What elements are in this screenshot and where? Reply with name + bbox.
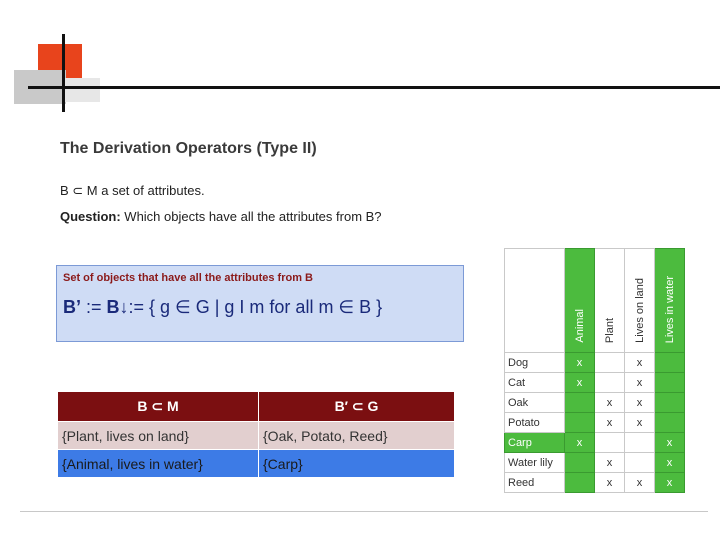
decor-horizontal-line bbox=[28, 86, 720, 89]
incidence-cell: x bbox=[595, 413, 625, 433]
slide-title: The Derivation Operators (Type II) bbox=[60, 140, 317, 157]
operators-table bbox=[57, 391, 455, 478]
incidence-cell bbox=[565, 473, 595, 493]
incidence-cell: x bbox=[565, 353, 595, 373]
bottom-divider bbox=[20, 511, 708, 512]
incidence-cell: x bbox=[625, 393, 655, 413]
attribute-label: Plant bbox=[603, 317, 616, 343]
table-cell: {Plant, lives on land} bbox=[58, 422, 259, 450]
incidence-cell bbox=[595, 353, 625, 373]
context-row-reed bbox=[505, 473, 685, 493]
question-line bbox=[60, 209, 382, 224]
question-label: Question: bbox=[60, 209, 121, 224]
operators-header-row bbox=[58, 392, 455, 422]
formula-rhs: := { g ∈ G | g I m for all m ∈ B } bbox=[128, 297, 383, 317]
definition-box bbox=[56, 265, 464, 342]
attribute-label: Lives in water bbox=[663, 275, 676, 343]
formula-lhs: B’ bbox=[63, 297, 81, 317]
attribute-label: Lives on land bbox=[633, 278, 646, 343]
incidence-cell bbox=[565, 453, 595, 473]
operators-header-attributes: B ⊂ M bbox=[58, 392, 259, 422]
incidence-cell: x bbox=[565, 433, 595, 453]
object-name: Cat bbox=[505, 373, 565, 393]
incidence-cell: x bbox=[625, 473, 655, 493]
context-header-row bbox=[505, 249, 685, 353]
context-row-water-lily bbox=[505, 453, 685, 473]
object-name: Oak bbox=[505, 393, 565, 413]
table-cell: {Animal, lives in water} bbox=[58, 450, 259, 478]
context-row-potato bbox=[505, 413, 685, 433]
incidence-cell bbox=[625, 433, 655, 453]
attribute-header-lives-in-water bbox=[655, 249, 685, 353]
incidence-cell: x bbox=[595, 393, 625, 413]
table-cell: {Oak, Potato, Reed} bbox=[259, 422, 455, 450]
incidence-cell: x bbox=[625, 413, 655, 433]
object-name: Water lily bbox=[505, 453, 565, 473]
context-corner-cell bbox=[505, 249, 565, 353]
definition-formula bbox=[63, 297, 382, 318]
object-name: Carp bbox=[505, 433, 565, 453]
context-row-dog bbox=[505, 353, 685, 373]
object-name: Reed bbox=[505, 473, 565, 493]
incidence-cell: x bbox=[595, 473, 625, 493]
table-cell: {Carp} bbox=[259, 450, 455, 478]
operators-header-objects: B′ ⊂ G bbox=[259, 392, 455, 422]
decor-light-square bbox=[64, 78, 100, 102]
attribute-header-animal bbox=[565, 249, 595, 353]
incidence-cell bbox=[655, 413, 685, 433]
incidence-cell: x bbox=[565, 373, 595, 393]
incidence-cell bbox=[655, 373, 685, 393]
context-row-carp bbox=[505, 433, 685, 453]
incidence-cell bbox=[565, 393, 595, 413]
incidence-cell bbox=[655, 353, 685, 373]
context-row-oak bbox=[505, 393, 685, 413]
attribute-header-plant bbox=[595, 249, 625, 353]
incidence-cell: x bbox=[625, 373, 655, 393]
incidence-cell: x bbox=[655, 473, 685, 493]
incidence-cell bbox=[595, 433, 625, 453]
formula-down-operator: B↓ bbox=[106, 297, 129, 317]
incidence-cell bbox=[595, 373, 625, 393]
attribute-label: Animal bbox=[573, 309, 586, 343]
incidence-cell: x bbox=[625, 353, 655, 373]
incidence-cell: x bbox=[595, 453, 625, 473]
incidence-cell: x bbox=[655, 433, 685, 453]
incidence-cell bbox=[565, 413, 595, 433]
table-row bbox=[58, 422, 455, 450]
question-text: Which objects have all the attributes from B? bbox=[124, 209, 382, 224]
decor-vertical-line bbox=[62, 34, 65, 112]
definition-header: Set of objects that have all the attributes from B bbox=[63, 272, 313, 284]
object-name: Potato bbox=[505, 413, 565, 433]
incidence-cell bbox=[655, 393, 685, 413]
object-name: Dog bbox=[505, 353, 565, 373]
context-row-cat bbox=[505, 373, 685, 393]
formula-mid: := bbox=[81, 297, 107, 317]
attribute-header-lives-on-land bbox=[625, 249, 655, 353]
incidence-cell: x bbox=[655, 453, 685, 473]
attribute-set-text: B ⊂ M a set of attributes. bbox=[60, 183, 205, 198]
incidence-cell bbox=[625, 453, 655, 473]
formal-context-table bbox=[504, 248, 685, 493]
table-row bbox=[58, 450, 455, 478]
